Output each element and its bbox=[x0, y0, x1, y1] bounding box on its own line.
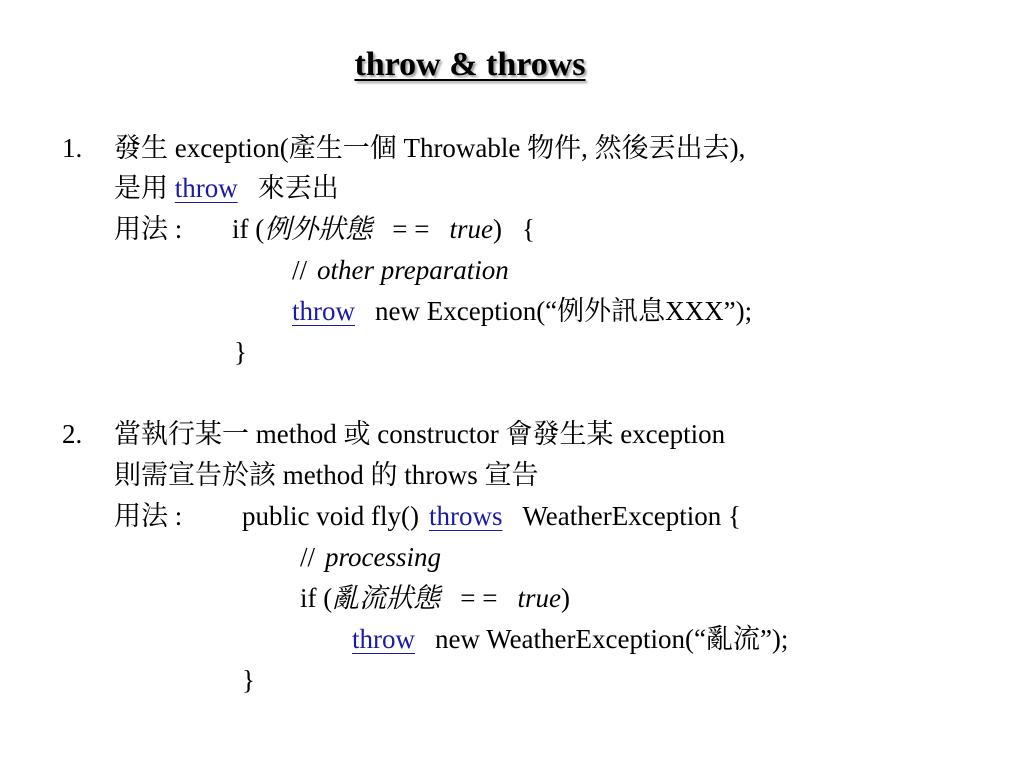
s2-comment-slash: // bbox=[300, 542, 316, 572]
s1-if-statement bbox=[232, 212, 535, 246]
s1-comment-slash: // bbox=[292, 255, 308, 285]
s2-throw-statement bbox=[352, 622, 788, 656]
throw-keyword-link[interactable]: throw bbox=[174, 173, 238, 203]
s1-line2-pre: 是用 bbox=[114, 173, 168, 203]
s2-sig-post: WeatherException { bbox=[522, 501, 741, 531]
throw-keyword-link-2[interactable]: throw bbox=[292, 296, 355, 326]
s2-if-condition: 亂流狀態 bbox=[332, 583, 441, 613]
s1-throw-statement bbox=[292, 294, 752, 328]
s1-close-brace: } bbox=[234, 337, 247, 367]
s1-if-true: true bbox=[449, 214, 493, 244]
s1-if-eq: = = bbox=[392, 214, 430, 244]
s1-line2-post: 來丟出 bbox=[257, 173, 339, 203]
s2-description-line2: 則需宣告於該 method 的 throws 宣告 bbox=[114, 460, 539, 490]
s2-method-signature bbox=[242, 499, 741, 533]
s2-description-line1: 當執行某一 method 或 constructor 會發生某 exception bbox=[114, 419, 726, 449]
s2-throw-rest: new WeatherException(“亂流”); bbox=[435, 624, 789, 654]
s2-if-statement bbox=[300, 581, 570, 615]
slide-title bbox=[0, 44, 940, 86]
s2-sig-pre: public void fly() bbox=[242, 501, 419, 531]
s1-throw-rest: new Exception(“例外訊息XXX”); bbox=[375, 296, 753, 326]
throw-keyword-link-3[interactable]: throw bbox=[352, 624, 415, 654]
s1-if-open: if ( bbox=[232, 214, 265, 244]
throws-keyword-link[interactable]: throws bbox=[428, 501, 503, 531]
s2-if-open: if ( bbox=[300, 583, 333, 613]
s1-comment bbox=[292, 253, 509, 287]
s2-comment-text: processing bbox=[325, 542, 442, 572]
s1-description-line1: 發生 exception(產生一個 Throwable 物件, 然後丟出去), bbox=[114, 133, 746, 163]
item-number-1: 1. bbox=[62, 133, 83, 163]
s2-comment bbox=[300, 540, 441, 574]
s2-if-close: ) bbox=[560, 583, 570, 613]
s1-if-condition: 例外狀態 bbox=[264, 214, 373, 244]
s1-description-line2 bbox=[114, 171, 339, 205]
s2-if-eq: = = bbox=[460, 583, 498, 613]
s1-if-brace: { bbox=[521, 214, 535, 244]
s2-if-true: true bbox=[517, 583, 561, 613]
s2-usage-label: 用法 : bbox=[114, 501, 183, 531]
s1-if-close: ) bbox=[492, 214, 502, 244]
s2-close-brace: } bbox=[242, 665, 255, 695]
s1-comment-text: other preparation bbox=[317, 255, 509, 285]
item-number-2: 2. bbox=[62, 419, 83, 449]
title-text: throw & throws bbox=[354, 46, 586, 83]
s1-usage-label: 用法 : bbox=[114, 214, 183, 244]
